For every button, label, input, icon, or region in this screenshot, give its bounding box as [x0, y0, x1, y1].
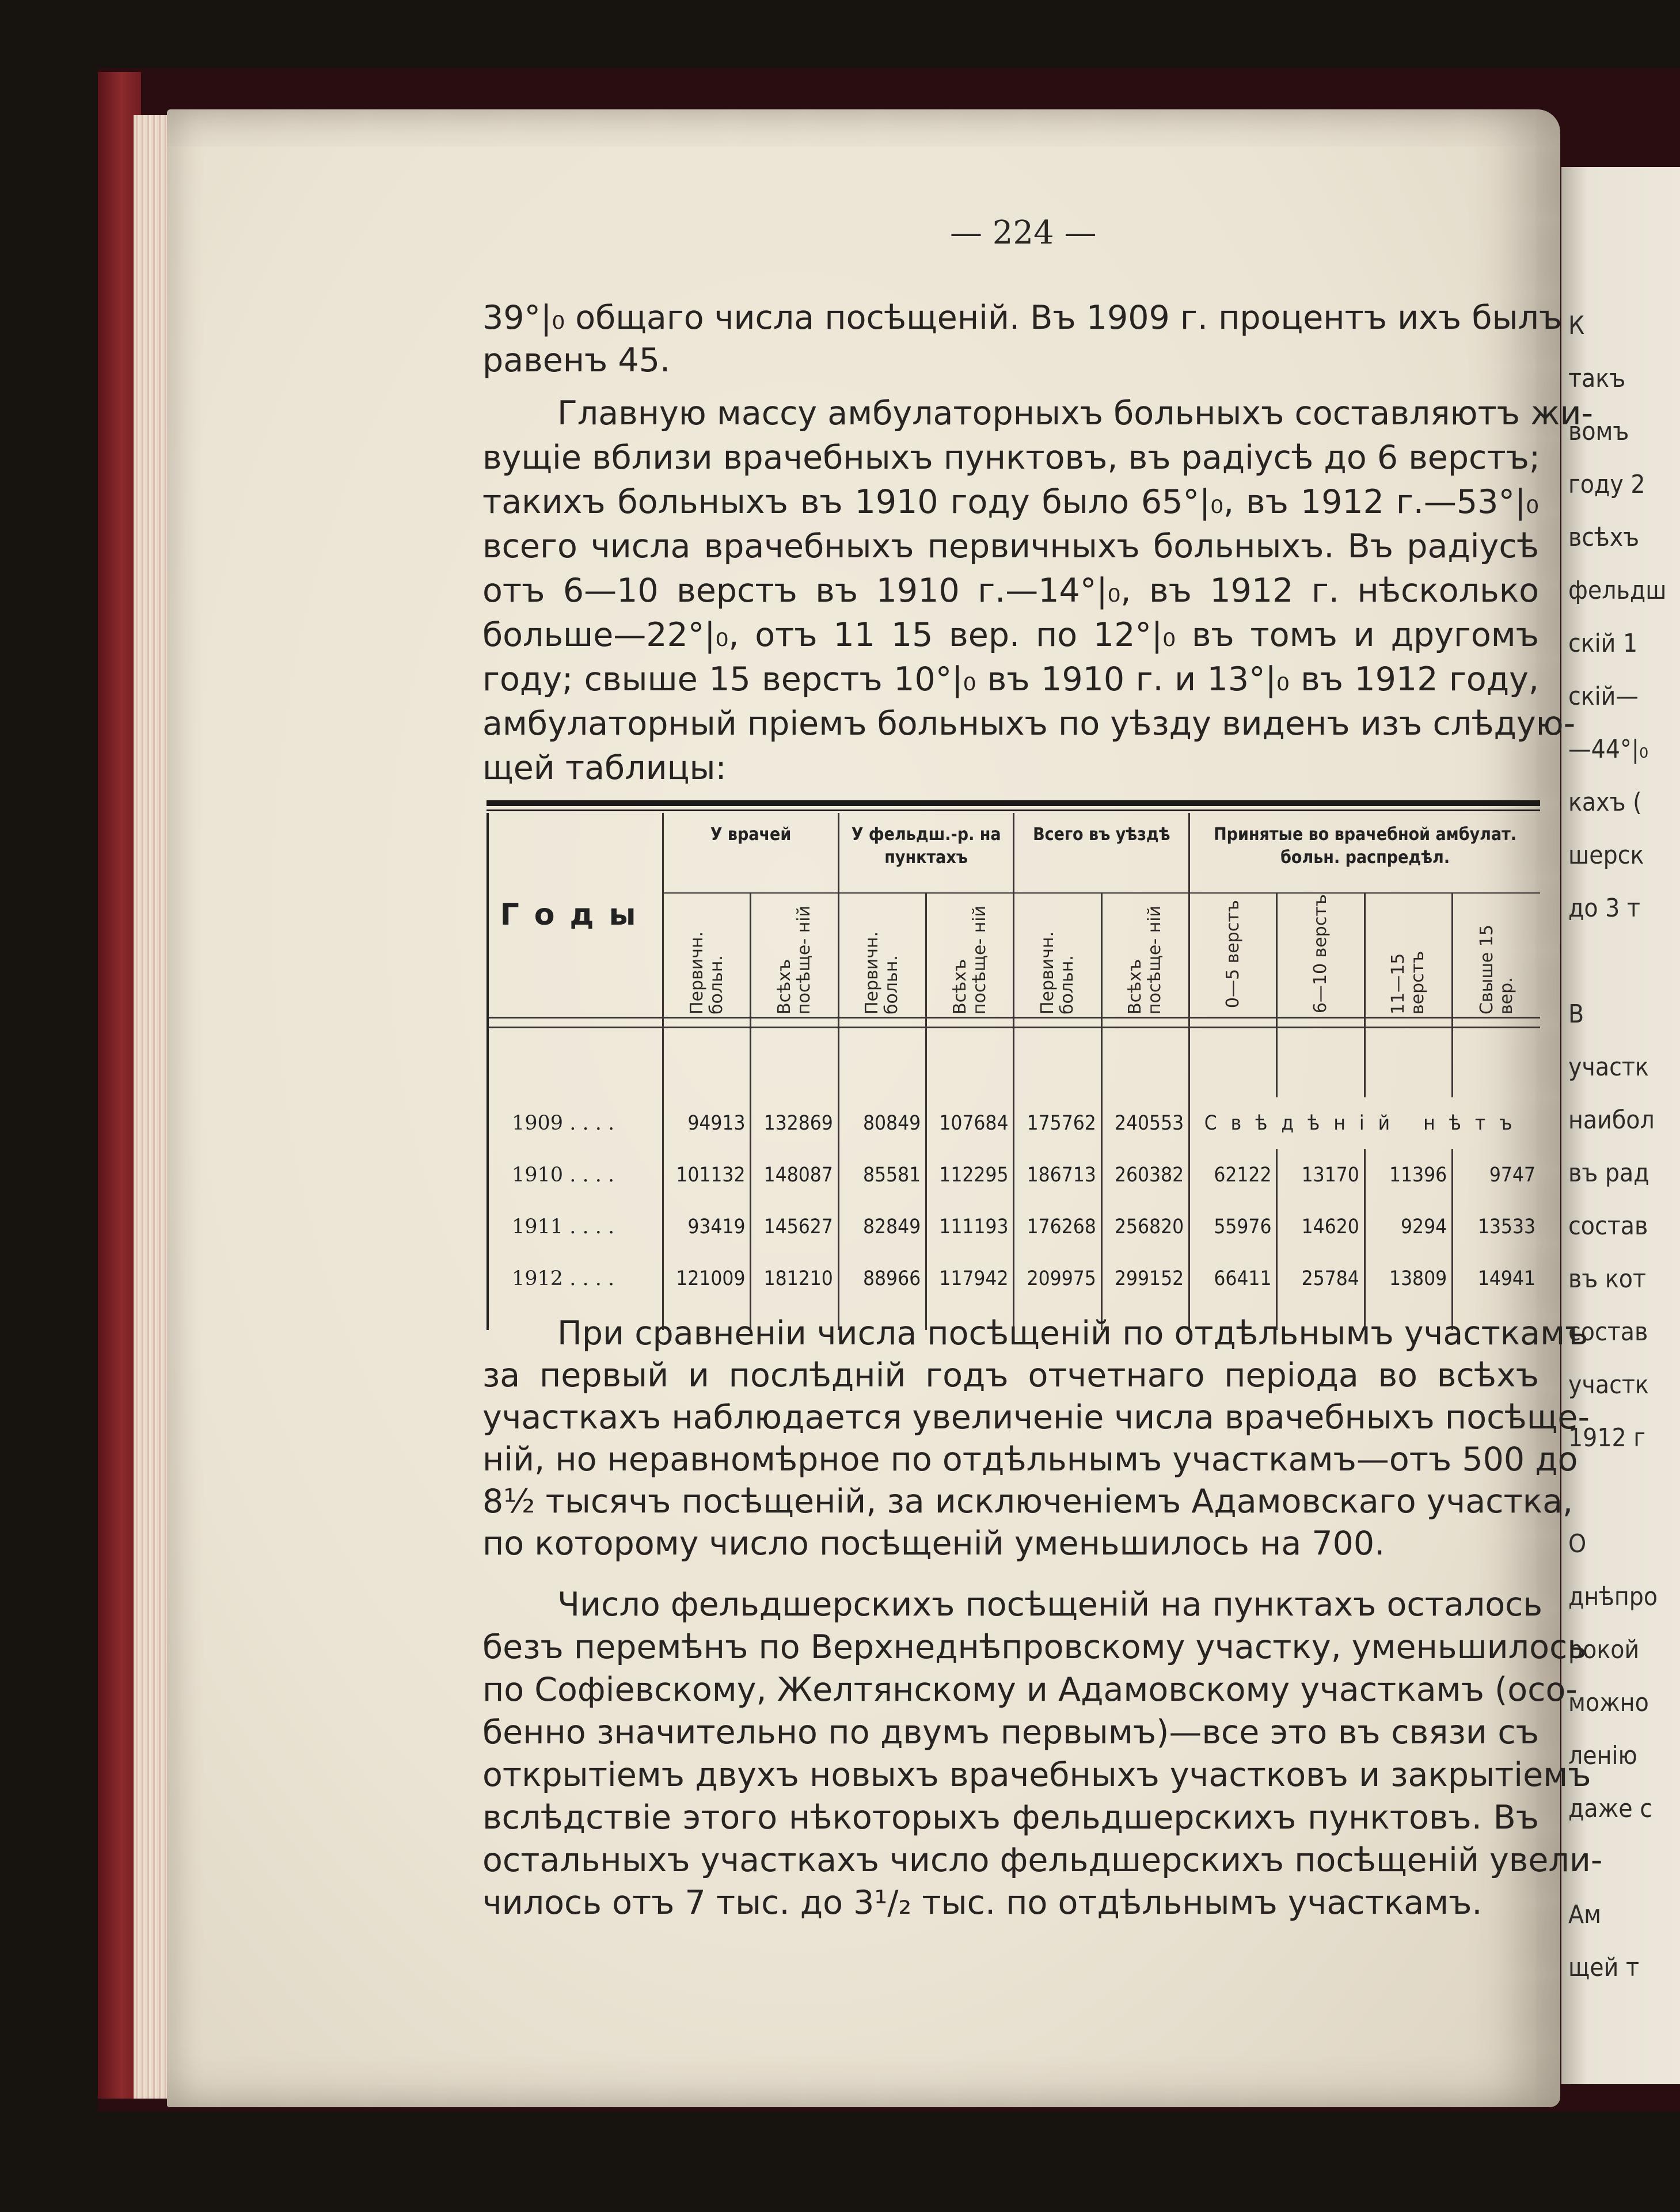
text-line: всего числа врачебныхъ первичныхъ больныхъ. Въ радіусѣ	[482, 527, 1539, 565]
next-page-line: шерск	[1568, 841, 1644, 870]
next-page-line: въ кот	[1568, 1264, 1647, 1294]
column-header-label: Всѣхъ посѣще- ній	[1125, 905, 1165, 1014]
group-header: Принятые во врачебной амбулат. больн. распредѣл.	[1189, 813, 1540, 893]
table-row	[488, 1149, 1540, 1201]
text-line: щей таблицы:	[482, 749, 727, 787]
table-cell: 14620	[1277, 1201, 1364, 1253]
table-cell: 94913	[663, 1097, 751, 1149]
group-header: Всего въ уѣздѣ	[1014, 813, 1189, 893]
column-header-label: Первичн. больн.	[1037, 931, 1078, 1014]
table-cell: 82849	[838, 1201, 926, 1253]
next-page-line: щей т	[1568, 1953, 1639, 1982]
table-cell: 132869	[751, 1097, 838, 1149]
column-header	[663, 893, 751, 1018]
table-cell: 186713	[1014, 1149, 1101, 1201]
text-line: 8½ тысячъ посѣщеній, за исключеніемъ Адамовскаго участка,	[482, 1483, 1573, 1521]
table-cell: 62122	[1189, 1149, 1277, 1201]
table-cell: 111193	[926, 1201, 1014, 1253]
table-cell: 66411	[1189, 1253, 1277, 1305]
table-cell: 112295	[926, 1149, 1014, 1201]
text-line: Главную массу амбулаторныхъ больныхъ составляютъ жи-	[557, 394, 1594, 432]
table-cell: 14941	[1453, 1253, 1540, 1305]
page-number: — 224 —	[950, 214, 1097, 252]
text-line: участкахъ наблюдается увеличеніе числа врачебныхъ посѣще-	[482, 1398, 1590, 1436]
table-cell: 9294	[1364, 1201, 1452, 1253]
group-header: У врачей	[663, 813, 839, 893]
next-page-line: году 2	[1568, 470, 1645, 499]
text-line: остальныхъ участкахъ число фельдшерскихъ посѣщеній увели-	[482, 1841, 1603, 1879]
text-line: открытіемъ двухъ новыхъ врачебныхъ участковъ и закрытіемъ	[482, 1756, 1591, 1794]
no-data-note: Свѣдѣній нѣтъ	[1189, 1097, 1540, 1149]
table-cell: 88966	[838, 1253, 926, 1305]
year-cell: 1911 . . . .	[488, 1201, 663, 1253]
year-cell: 1909 . . . .	[488, 1097, 663, 1149]
next-page-line: К	[1568, 311, 1585, 340]
next-page-line: скій 1	[1568, 629, 1638, 658]
text-line: Число фельдшерскихъ посѣщеній на пунктахъ осталось	[557, 1586, 1543, 1624]
text-line: безъ перемѣнъ по Верхнеднѣпровскому участку, уменьшилось	[482, 1628, 1587, 1666]
table-cell: 260382	[1101, 1149, 1189, 1201]
table-cell: 117942	[926, 1253, 1014, 1305]
column-header-label: Первичн. больн.	[686, 931, 727, 1014]
next-page-line: 1912 г	[1568, 1423, 1646, 1453]
next-page-line: состав	[1568, 1317, 1648, 1347]
next-page-line: —44°|₀	[1568, 735, 1648, 764]
column-header	[1364, 893, 1452, 1018]
paragraph-2	[482, 392, 1594, 790]
next-page-line: вомъ	[1568, 417, 1629, 446]
year-cell: 1912 . . . .	[488, 1253, 663, 1305]
table-cell: 11396	[1364, 1149, 1452, 1201]
next-page-line: Ам	[1568, 1900, 1601, 1929]
table-cell: 240553	[1101, 1097, 1189, 1149]
column-header	[1277, 893, 1364, 1018]
column-header-label: 11—15 верстъ	[1388, 951, 1428, 1014]
table-row	[488, 1253, 1540, 1305]
text-line: При сравненіи числа посѣщеній по отдѣльнымъ участкамъ	[557, 1314, 1588, 1352]
table-rule	[486, 809, 1540, 811]
paragraph-3	[482, 1313, 1590, 1565]
table-cell: 256820	[1101, 1201, 1189, 1253]
text-line: такихъ больныхъ въ 1910 году было 65°|₀, въ 1912 г.—53°|₀	[482, 483, 1539, 521]
next-page-line: днѣпро	[1568, 1582, 1658, 1612]
table-row	[488, 1201, 1540, 1253]
table-rule	[486, 800, 1540, 806]
next-page-line: до 3 т	[1568, 894, 1640, 923]
text-line: отъ 6—10 верстъ въ 1910 г.—14°|₀, въ 1912 г. нѣсколько	[482, 572, 1539, 610]
column-header-label: Всѣхъ посѣще- ній	[949, 905, 990, 1014]
next-page-line: можно	[1568, 1688, 1649, 1717]
table-cell: 101132	[663, 1149, 751, 1201]
column-header	[838, 893, 926, 1018]
text-line: амбулаторный пріемъ больныхъ по уѣзду виденъ изъ слѣдую-	[482, 705, 1576, 743]
next-page-line: такъ	[1568, 364, 1626, 393]
table-row	[488, 1097, 1540, 1149]
table-cell: 85581	[838, 1149, 926, 1201]
table-cell: 176268	[1014, 1201, 1101, 1253]
column-header-label: Свыше 15 вер.	[1476, 925, 1516, 1014]
text-line: ній, но неравномѣрное по отдѣльнымъ участкамъ—отъ 500 до	[482, 1441, 1578, 1479]
year-cell: 1910 . . . .	[488, 1149, 663, 1201]
column-header-label: 0—5 верстъ	[1222, 899, 1243, 1009]
next-page-line: фельдш	[1568, 576, 1667, 605]
column-header-label: Всѣхъ посѣще- ній	[774, 905, 815, 1014]
table-cell: 13533	[1453, 1201, 1540, 1253]
next-page-line: О	[1568, 1529, 1587, 1559]
column-header	[1189, 893, 1277, 1018]
table-cell: 80849	[838, 1097, 926, 1149]
table-cell: 175762	[1014, 1097, 1101, 1149]
column-header	[926, 893, 1014, 1018]
table-cell: 121009	[663, 1253, 751, 1305]
text-line: чилось отъ 7 тыс. до 3¹/₂ тыс. по отдѣльнымъ участкамъ.	[482, 1884, 1483, 1922]
column-header-label: Первичн. больн.	[862, 931, 902, 1014]
next-page-line: рокой	[1568, 1635, 1640, 1664]
text-line: вслѣдствіе этого нѣкоторыхъ фельдшерскихъ пунктовъ. Въ	[482, 1799, 1539, 1837]
table-cell: 25784	[1277, 1253, 1364, 1305]
text-line: по которому число посѣщеній уменьшилось на 700.	[482, 1525, 1385, 1563]
text-line: равенъ 45.	[482, 341, 671, 379]
table-cell: 13809	[1364, 1253, 1452, 1305]
text-line: по Софіевскому, Желтянскому и Адамовскому участкамъ (осо-	[482, 1671, 1578, 1709]
next-page-line: В	[1568, 999, 1584, 1029]
column-header-label: 6—10 верстъ	[1310, 894, 1331, 1014]
years-header: Годы	[488, 813, 663, 1018]
table-cell: 13170	[1277, 1149, 1364, 1201]
text-line: вущіе вблизи врачебныхъ пунктовъ, въ радіусѣ до 6 верстъ;	[482, 439, 1541, 477]
column-header	[1453, 893, 1540, 1018]
column-header	[1101, 893, 1189, 1018]
next-page-line: всѣхъ	[1568, 523, 1640, 552]
table-cell: 181210	[751, 1253, 838, 1305]
group-header: У фельдш.-р. на пунктахъ	[838, 813, 1014, 893]
next-page-line: состав	[1568, 1211, 1648, 1241]
text-line: году; свыше 15 верстъ 10°|₀ въ 1910 г. и 13°|₀ въ 1912 году,	[482, 660, 1539, 698]
next-page-line: кахъ (	[1568, 788, 1642, 817]
table-cell: 299152	[1101, 1253, 1189, 1305]
table-cell: 209975	[1014, 1253, 1101, 1305]
next-page-line: наибол	[1568, 1105, 1655, 1135]
table-cell: 145627	[751, 1201, 838, 1253]
statistics-table	[486, 800, 1540, 1301]
table-cell: 148087	[751, 1149, 838, 1201]
column-header	[1014, 893, 1101, 1018]
column-header	[751, 893, 838, 1018]
text-line: бенно значительно по двумъ первымъ)—все это въ связи съ	[482, 1713, 1539, 1751]
table-cell: 93419	[663, 1201, 751, 1253]
next-page-line: скій—	[1568, 682, 1639, 711]
next-page-line: участк	[1568, 1370, 1649, 1400]
text-line: за первый и послѣдній годъ отчетнаго періода во всѣхъ	[482, 1356, 1539, 1394]
next-page-line: ленію	[1568, 1741, 1637, 1770]
next-page-line: даже с	[1568, 1794, 1652, 1823]
table-cell: 107684	[926, 1097, 1014, 1149]
table-cell: 55976	[1189, 1201, 1277, 1253]
text-line: больше—22°|₀, отъ 11 15 вер. по 12°|₀ въ томъ и другомъ	[482, 616, 1539, 654]
next-page-line: участк	[1568, 1052, 1649, 1082]
next-page-line: въ рад	[1568, 1158, 1649, 1188]
text-line: 39°|₀ общаго числа посѣщеній. Въ 1909 г. процентъ ихъ былъ	[482, 299, 1563, 337]
paragraph-1	[482, 297, 1563, 382]
table-cell: 9747	[1453, 1149, 1540, 1201]
